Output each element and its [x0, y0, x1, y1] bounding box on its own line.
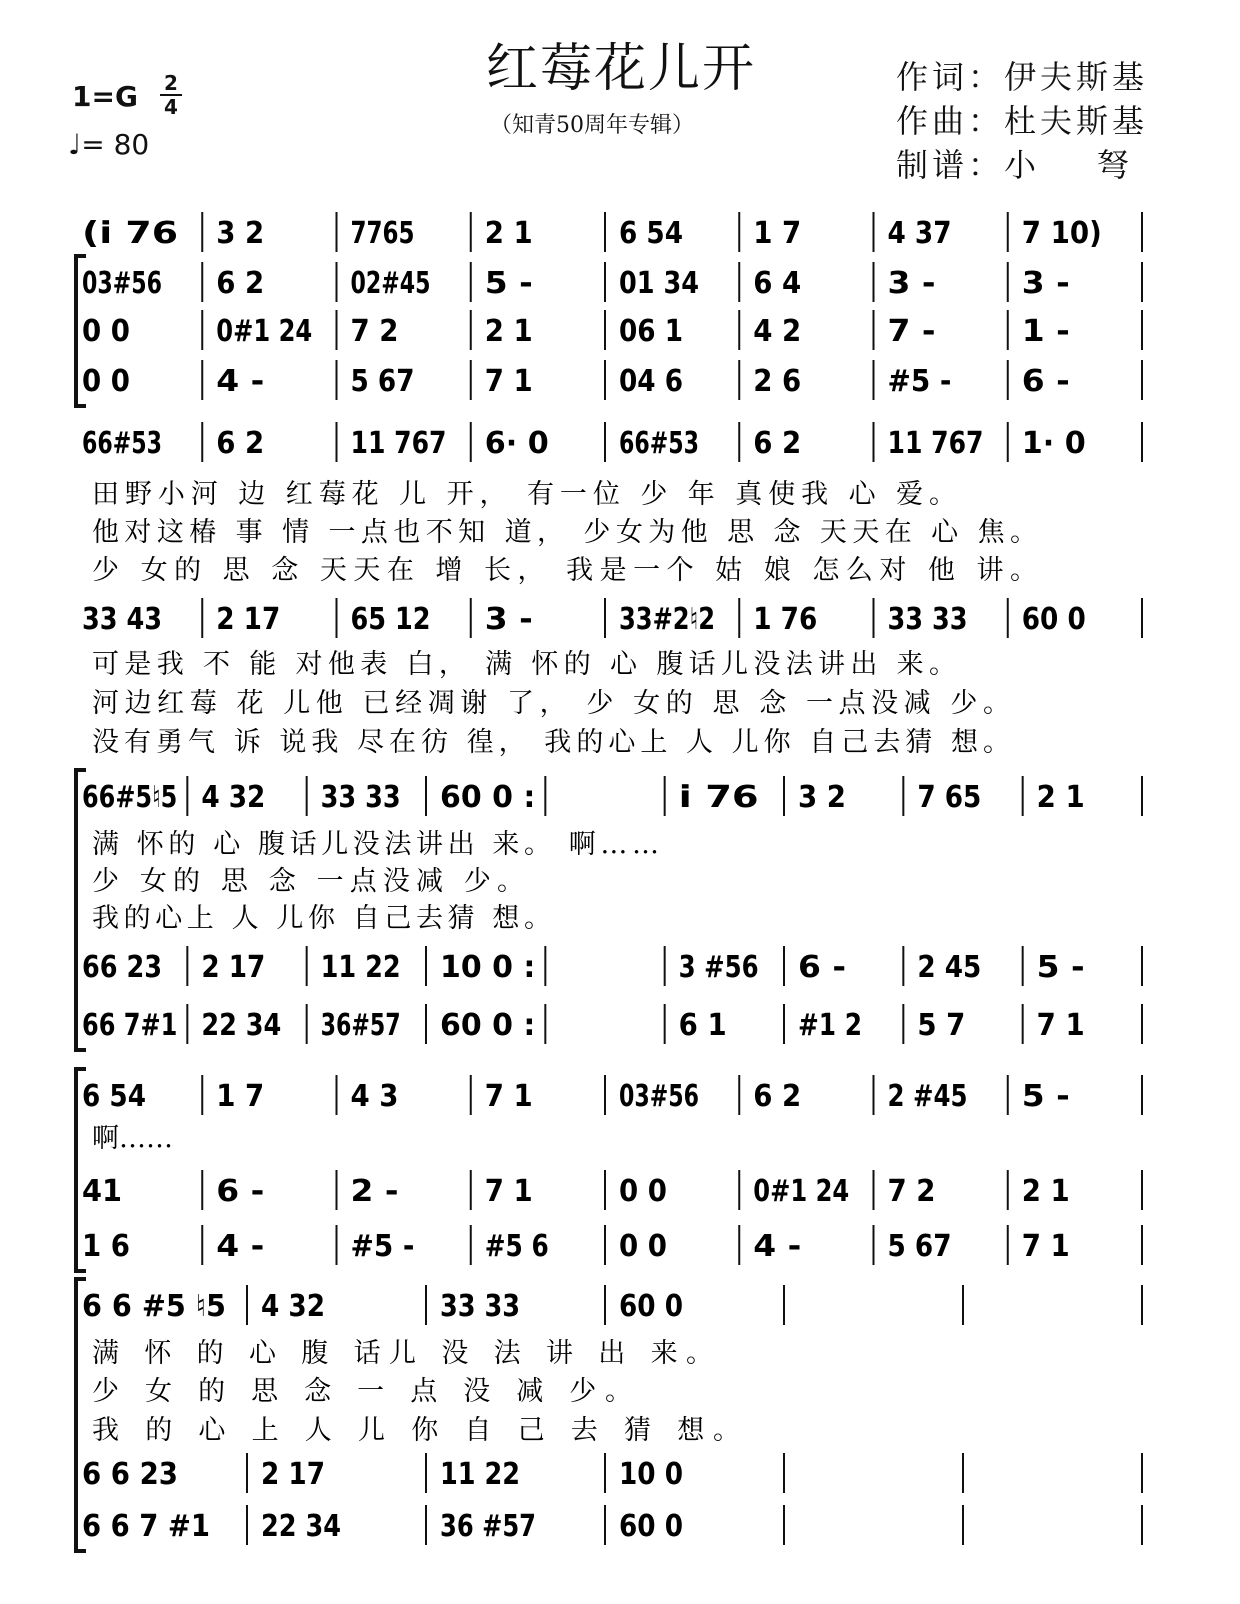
intro: [82, 212, 1142, 252]
measure-notes: 6 6 7 #1: [82, 1509, 210, 1544]
lyricist-credit: 作词：伊夫斯基: [896, 58, 1149, 96]
measure-notes: 36 #57: [440, 1509, 536, 1544]
lyric-line: 河边红莓 花 儿他 已经凋谢 了， 少 女的 思 念 一点没减 少。: [92, 688, 1010, 719]
transcriber-credit: 制谱：小 弩: [896, 146, 1133, 184]
measure-notes: 60 0 :: [440, 1008, 536, 1043]
measure-notes: 33 33: [320, 780, 401, 815]
measure-notes: 04 6: [619, 364, 683, 399]
time-signature-top: 2: [164, 71, 178, 95]
measure-notes: 4 3: [350, 1079, 399, 1114]
measure-notes: 7765: [350, 216, 415, 251]
measure-notes: #1 2: [798, 1008, 862, 1043]
measure-notes: 6 2: [753, 1079, 802, 1114]
measure-notes: 66#5♮5: [82, 780, 178, 815]
measure-notes: 4 -: [753, 1229, 802, 1264]
measure-notes: 0 0: [82, 314, 130, 349]
measure-notes: 6 6 23: [82, 1457, 178, 1492]
measure-notes: 66 7#1: [82, 1008, 178, 1043]
lyric-line: 少 女的 思 念 一点没减 少。: [92, 866, 524, 897]
measure-notes: 11 22: [320, 950, 401, 985]
measure-notes: 7 1: [1021, 1229, 1070, 1264]
lyric-line: 田野小河 边 红莓花 儿 开， 有一位 少 年 真使我 心 爱。: [92, 479, 956, 510]
measure-notes: 1· 0: [1021, 426, 1086, 461]
measure-notes: 66#53: [82, 426, 162, 461]
measure-notes: 1 7: [216, 1079, 265, 1114]
lyric-line: 满 怀的 心 腹话儿没法讲出 来。 啊……: [92, 829, 659, 860]
measure-notes: 33#2♮2: [619, 602, 715, 637]
measure-notes: 4 37: [887, 216, 952, 251]
lyric-line: 满 怀 的 心 腹 话儿 没 法 讲 出 来。: [92, 1338, 713, 1369]
measure-notes: 7 10): [1021, 216, 1102, 251]
measure-notes: 66#53: [619, 426, 699, 461]
measure-notes: 2 17: [261, 1457, 325, 1492]
measure-notes: 3 #56: [678, 950, 759, 985]
measure-notes: 01 34: [619, 266, 699, 301]
measure-notes: 1 -: [1021, 314, 1070, 349]
measure-notes: 1 7: [753, 216, 802, 251]
measure-notes: 06 1: [619, 314, 683, 349]
measure-notes: 6 2: [216, 426, 265, 461]
measure-notes: #5 -: [350, 1229, 415, 1264]
lyric-line: 啊……: [92, 1123, 173, 1154]
measure-notes: 6 4: [753, 266, 802, 301]
measure-notes: 7 2: [887, 1174, 936, 1209]
lyric-line: 可是我 不 能 对他表 白， 满 怀的 心 腹话儿没法讲出 来。: [92, 649, 956, 680]
tempo-marking: ♩= 80: [68, 128, 150, 161]
measure-notes: 2 #45: [887, 1079, 968, 1114]
measure-notes: 0#1 24: [216, 314, 313, 349]
measure-notes: 2 45: [917, 950, 982, 985]
lyric-line: 我的心上 人 儿你 自己去猜 想。: [92, 903, 551, 934]
measure-notes: 6 54: [619, 216, 683, 251]
measure-notes: 3 2: [216, 216, 265, 251]
measure-notes: 11 22: [440, 1457, 520, 1492]
measure-notes: 60 0: [1021, 602, 1086, 637]
measure-notes: i̇ 76: [678, 780, 759, 815]
measure-notes: 2 1: [484, 216, 533, 251]
measure-notes: 7 1: [1036, 1008, 1085, 1043]
measure-notes: 66 23: [82, 950, 162, 985]
measure-notes: 7 2: [350, 314, 399, 349]
measure-notes: 6 2: [216, 266, 265, 301]
system-4: [76, 770, 1142, 1050]
lyric-line: 少 女的 思 念 天天在 增 长， 我是一个 姑 娘 怎么对 他 讲。: [92, 555, 1037, 586]
measure-notes: 33 33: [440, 1289, 520, 1324]
measure-notes: 6 -: [1021, 364, 1070, 399]
measure-notes: 11 767: [350, 426, 447, 461]
measure-notes: 1 76: [753, 602, 818, 637]
song-title: 红莓花儿开: [486, 39, 757, 99]
measure-notes: 2 1: [484, 314, 533, 349]
measure-notes: 03#56: [619, 1079, 699, 1114]
measure-notes: 22 34: [261, 1509, 341, 1544]
system-5: [76, 1069, 1142, 1271]
measure-notes: 2 1: [1021, 1174, 1070, 1209]
measure-notes: 7 1: [484, 1079, 533, 1114]
measure-notes: 7 1: [484, 364, 533, 399]
measure-notes: 4 -: [216, 1229, 265, 1264]
measure-notes: 6 -: [216, 1174, 265, 1209]
measure-notes: 3 -: [887, 266, 936, 301]
measure-notes: 65 12: [350, 602, 431, 637]
measure-notes: 2 17: [201, 950, 266, 985]
time-signature-bottom: 4: [164, 95, 178, 119]
measure-notes: 36#57: [320, 1008, 401, 1043]
measure-notes: 02#45: [350, 266, 431, 301]
measure-notes: #5 6: [484, 1229, 549, 1264]
measure-notes: 6 2: [753, 426, 802, 461]
measure-notes: 2 17: [216, 602, 281, 637]
measure-notes: 4 2: [753, 314, 802, 349]
measure-notes: 03#56: [82, 266, 162, 301]
measure-notes: 22 34: [201, 1008, 282, 1043]
measure-notes: 7 65: [917, 780, 982, 815]
measure-notes: 0 0: [82, 364, 130, 399]
measure-notes: 0 0: [619, 1174, 667, 1209]
measure-notes: 7 -: [887, 314, 936, 349]
measure-notes: (i̇ 76: [82, 216, 178, 251]
measure-notes: 0#1 24: [753, 1174, 850, 1209]
key-signature: 1=G: [72, 80, 138, 113]
system-3: [82, 598, 1142, 758]
measure-notes: 5 67: [887, 1229, 952, 1264]
measure-notes: 41: [82, 1174, 122, 1209]
lyric-line: 他对这椿 事 情 一点也不知 道， 少女为他 思 念 天天在 心 焦。: [92, 517, 1037, 548]
measure-notes: 2 -: [350, 1174, 399, 1209]
measure-notes: 6 -: [798, 950, 846, 985]
measure-notes: 5 7: [917, 1008, 966, 1043]
system-6: [76, 1279, 1142, 1551]
system-1: [76, 256, 1142, 406]
subtitle: （知青50周年专辑）: [490, 113, 694, 138]
measure-notes: 5 -: [1036, 950, 1085, 985]
measure-notes: 5 -: [1021, 1079, 1070, 1114]
lyric-line: 少 女 的 思 念 一 点 没 减 少。: [92, 1376, 632, 1407]
measure-notes: 3 -: [484, 602, 533, 637]
measure-notes: 6· 0: [484, 426, 549, 461]
measure-notes: 6 54: [82, 1079, 146, 1114]
measure-notes: 4 32: [261, 1289, 325, 1324]
system-2: [82, 422, 1142, 586]
measure-notes: 60 0: [619, 1289, 683, 1324]
measure-notes: 2 1: [1036, 780, 1085, 815]
measure-notes: 6 6 #5 ♮5: [82, 1289, 226, 1324]
measure-notes: 2 6: [753, 364, 802, 399]
measure-notes: 60 0: [619, 1509, 683, 1544]
measure-notes: 7 1: [484, 1174, 533, 1209]
measure-notes: 33 43: [82, 602, 162, 637]
composer-credit: 作曲：杜夫斯基: [896, 102, 1149, 140]
measure-notes: 5 -: [484, 266, 533, 301]
measure-notes: 5 67: [350, 364, 415, 399]
measure-notes: 10 0: [619, 1457, 683, 1492]
lyric-line: 我 的 心 上 人 儿 你 自 己 去 猜 想。: [92, 1415, 740, 1446]
measure-notes: 11 767: [887, 426, 984, 461]
measure-notes: 0 0: [619, 1229, 667, 1264]
measure-notes: 3 2: [798, 780, 846, 815]
measure-notes: #5 -: [887, 364, 952, 399]
measure-notes: 10 0 :: [440, 950, 536, 985]
measure-notes: 1 6: [82, 1229, 130, 1264]
measure-notes: 6 1: [678, 1008, 727, 1043]
measure-notes: 33 33: [887, 602, 968, 637]
measure-notes: 4 32: [201, 780, 266, 815]
lyric-line: 没有勇气 诉 说我 尽在彷 徨， 我的心上 人 儿你 自己去猜 想。: [92, 727, 1010, 758]
measure-notes: 4 -: [216, 364, 265, 399]
measure-notes: 3 -: [1021, 266, 1070, 301]
measure-notes: 60 0 :: [440, 780, 536, 815]
